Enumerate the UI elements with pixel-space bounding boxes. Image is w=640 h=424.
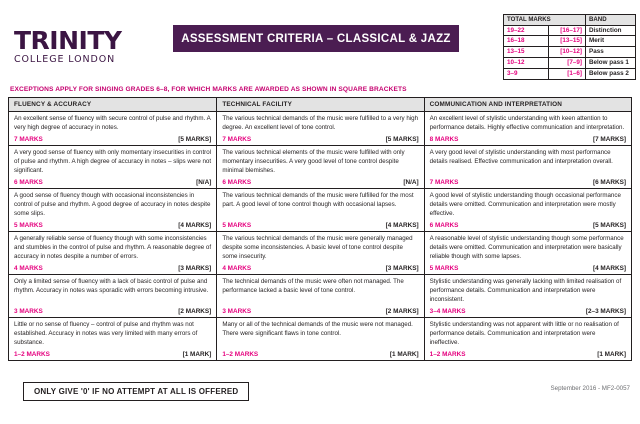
criteria-marks — [222, 308, 418, 315]
marks-value: 4 MARKS — [222, 264, 252, 272]
marks-bracket-value: [2–3 MARKS] — [585, 307, 626, 315]
band-bracket-marks: [1–6] — [549, 69, 586, 80]
band-label: Merit — [586, 36, 636, 47]
criteria-marks — [222, 179, 418, 186]
criteria-marks — [14, 351, 211, 358]
criteria-description: A very good level of stylistic understanding with most performance details realised. Effective communication and interpretation overall. — [429, 148, 613, 165]
criteria-marks — [222, 265, 418, 272]
criteria-description: The technical demands of the music were often not managed. The performance lacked a basic level of tone control. — [222, 277, 404, 294]
criteria-cell-fluency — [9, 112, 216, 145]
criteria-cell-fluency — [9, 189, 216, 231]
marks-value: 6 MARKS — [222, 178, 252, 186]
criteria-cell-communication — [424, 232, 631, 274]
criteria-description: Stylistic understanding was generally lacking with limited realisation of performance details. Communication and interpretation were inconsistent. — [429, 277, 622, 303]
marks-bracket-value: [2 MARKS] — [385, 307, 419, 315]
column-header-communication-interpretation: COMMUNICATION AND INTERPRETATION — [424, 98, 631, 111]
criteria-cell-technical — [216, 189, 423, 231]
criteria-marks — [222, 351, 418, 358]
marks-value: 6 MARKS — [14, 178, 43, 186]
criteria-marks — [14, 265, 211, 272]
criteria-description: A generally reliable sense of fluency though with some inconsistencies and stumbles in the control of pulse and rhythm. A reasonable degree of accuracy in notes despite a number of errors. — [14, 234, 212, 260]
criteria-description: An excellent level of stylistic understanding with keen attention to performance details. Highly effective communication and interpretation. — [429, 115, 625, 131]
marks-bracket-value: [5 MARKS] — [592, 221, 626, 229]
criteria-row — [9, 232, 631, 275]
criteria-description: The various technical demands of the music were fulfilled for the most part. A good level of tone control though with occasional lapses. — [222, 191, 414, 208]
logo-wordmark: TRINITY — [14, 26, 122, 55]
marks-value: 6 MARKS — [429, 221, 459, 229]
criteria-marks — [14, 308, 211, 315]
criteria-cell-technical — [216, 232, 423, 274]
marks-bracket-value: [6 MARKS] — [592, 178, 626, 186]
marks-bracket-value: [4 MARKS] — [178, 221, 212, 229]
criteria-cell-communication — [424, 146, 631, 188]
marks-value: 7 MARKS — [222, 135, 252, 143]
criteria-cell-communication — [424, 318, 631, 360]
criteria-description: The various technical demands of the music were generally managed despite some inconsistencies. A basic level of tone control despite some insecurity. — [222, 234, 413, 260]
column-header-technical-facility: TECHNICAL FACILITY — [216, 98, 423, 111]
band-marks: 19–22 — [504, 25, 549, 36]
band-marks: 10–12 — [504, 58, 549, 69]
band-label: Pass — [586, 47, 636, 58]
marks-value: 1–2 MARKS — [14, 350, 50, 358]
criteria-marks — [14, 136, 211, 143]
page-title: ASSESSMENT CRITERIA – CLASSICAL & JAZZ — [173, 25, 459, 52]
band-marks: 16–18 — [504, 36, 549, 47]
zero-mark-note: ONLY GIVE '0' IF NO ATTEMPT AT ALL IS OFFERED — [23, 382, 249, 401]
criteria-row — [9, 146, 631, 189]
marks-bracket-value: [1 MARK] — [389, 350, 419, 358]
criteria-cell-technical — [216, 275, 423, 317]
criteria-row — [9, 275, 631, 318]
marks-value: 5 MARKS — [222, 221, 252, 229]
marks-value: 1–2 MARKS — [222, 350, 259, 358]
criteria-cell-communication — [424, 275, 631, 317]
table-row — [504, 58, 636, 69]
document-reference: September 2016 - MF2-0057 — [550, 385, 630, 392]
criteria-description: A good level of stylistic understanding though occasional performance details were omitted. Communication and interpretation were mostly effective. — [429, 191, 621, 217]
band-label: Distinction — [586, 25, 636, 36]
band-table-header-row — [504, 15, 636, 26]
criteria-cell-communication — [424, 112, 631, 145]
table-row — [504, 25, 636, 36]
marks-bracket-value: [1 MARK] — [597, 350, 626, 358]
marks-bracket-value: [4 MARKS] — [385, 221, 419, 229]
band-marks: 13–15 — [504, 47, 549, 58]
criteria-cell-fluency — [9, 318, 216, 360]
criteria-description: Little or no sense of fluency – control of pulse and rhythm was not established. Accuracy in notes was very limited with many errors of substance. — [14, 320, 198, 346]
criteria-cell-technical — [216, 318, 423, 360]
criteria-row — [9, 318, 631, 360]
criteria-cell-technical — [216, 112, 423, 145]
criteria-marks — [222, 222, 418, 229]
criteria-marks — [430, 265, 626, 272]
page-header — [0, 0, 640, 93]
band-bracket-marks: [16–17] — [549, 25, 586, 36]
band-table-body — [504, 25, 636, 79]
criteria-description: Stylistic understanding was not apparent with little or no realisation of performance details. Communication and interpretation were ineffective. — [429, 320, 619, 346]
band-header-total-marks: TOTAL MARKS — [504, 15, 586, 26]
band-bracket-marks: [10–12] — [549, 47, 586, 58]
marks-value: 1–2 MARKS — [429, 350, 466, 358]
criteria-cell-fluency — [9, 275, 216, 317]
marks-value: 3 MARKS — [222, 307, 252, 315]
criteria-cell-fluency — [9, 232, 216, 274]
band-header-band: BAND — [586, 15, 636, 26]
column-header-fluency-accuracy: FLUENCY & ACCURACY — [14, 101, 92, 108]
marks-value: 4 MARKS — [14, 264, 43, 272]
marks-bracket-value: [4 MARKS] — [592, 264, 626, 272]
criteria-marks — [430, 179, 626, 186]
marks-bracket-value: [N/A] — [196, 178, 212, 186]
criteria-marks — [222, 136, 418, 143]
criteria-description: A good sense of fluency though with occasional inconsistencies in control of pulse and rhythm. A good degree of accuracy in notes despite some slips. — [14, 191, 211, 217]
table-row — [504, 69, 636, 80]
marks-bracket-value: [3 MARKS] — [178, 264, 212, 272]
criteria-column-headers — [9, 98, 631, 112]
criteria-marks — [430, 308, 626, 315]
marks-value: 3–4 MARKS — [429, 307, 466, 315]
marks-bracket-value: [7 MARKS] — [592, 135, 626, 143]
criteria-description: Many or all of the technical demands of the music were not managed. There were significant flaws in tone control. — [222, 320, 413, 337]
criteria-description: An excellent sense of fluency with secure control of pulse and rhythm. A very high degree of accuracy in notes. — [14, 115, 211, 131]
criteria-row — [9, 189, 631, 232]
criteria-cell-communication — [424, 189, 631, 231]
table-row — [504, 47, 636, 58]
criteria-description: The various technical elements of the music were fulfilled with only momentary insecurities. A very good level of tone control despite minimal blemishes. — [222, 148, 405, 174]
criteria-description: The various technical demands of the music were fulfilled to a very high degree. An excellent level of tone control. — [222, 115, 419, 131]
marks-bracket-value: [5 MARKS] — [385, 135, 419, 143]
marks-bracket-value: [N/A] — [403, 178, 419, 186]
marks-value: 5 MARKS — [429, 264, 459, 272]
band-bracket-marks: [13–15] — [549, 36, 586, 47]
criteria-cell-technical — [216, 146, 423, 188]
marks-bracket-value: [5 MARKS] — [178, 135, 212, 143]
marks-bracket-value: [3 MARKS] — [385, 264, 419, 272]
criteria-marks — [14, 179, 211, 186]
marks-value: 7 MARKS — [14, 135, 43, 143]
marks-value: 7 MARKS — [429, 178, 459, 186]
criteria-marks — [430, 222, 626, 229]
band-label: Below pass 1 — [586, 58, 636, 69]
band-bracket-marks: [7–9] — [549, 58, 586, 69]
marks-value: 3 MARKS — [14, 307, 43, 315]
total-marks-band-table — [503, 14, 636, 80]
marks-value: 5 MARKS — [14, 221, 43, 229]
criteria-row — [9, 112, 631, 146]
marks-bracket-value: [2 MARKS] — [178, 307, 212, 315]
band-marks: 3–9 — [504, 69, 549, 80]
table-row — [504, 36, 636, 47]
criteria-description: A reasonable level of stylistic understanding though some performance details were omitted. Communication and interpretation were basically reliable though with some lapses. — [429, 234, 624, 260]
trinity-college-london-logo — [14, 28, 164, 65]
logo-subtitle: COLLEGE LONDON — [14, 54, 116, 65]
exceptions-note: EXCEPTIONS APPLY FOR SINGING GRADES 6–8, FOR WHICH MARKS ARE AWARDED AS SHOWN IN SQUARE BRACKETS — [10, 86, 407, 93]
criteria-cell-fluency — [9, 146, 216, 188]
band-label: Below pass 2 — [586, 69, 636, 80]
band-table-head — [504, 15, 636, 26]
criteria-marks — [14, 222, 211, 229]
marks-value: 8 MARKS — [429, 135, 459, 143]
criteria-description: Only a limited sense of fluency with a lack of basic control of pulse and rhythm. Accuracy in notes was sporadic with errors becoming intrusive. — [14, 277, 209, 294]
criteria-marks — [430, 136, 626, 143]
criteria-grid — [8, 97, 632, 361]
criteria-marks — [430, 351, 626, 358]
criteria-description: A very good sense of fluency with only momentary insecurities in control of pulse and rhythm. A high degree of accuracy in notes – slips were not significant. — [14, 148, 212, 174]
marks-bracket-value: [1 MARK] — [182, 350, 212, 358]
